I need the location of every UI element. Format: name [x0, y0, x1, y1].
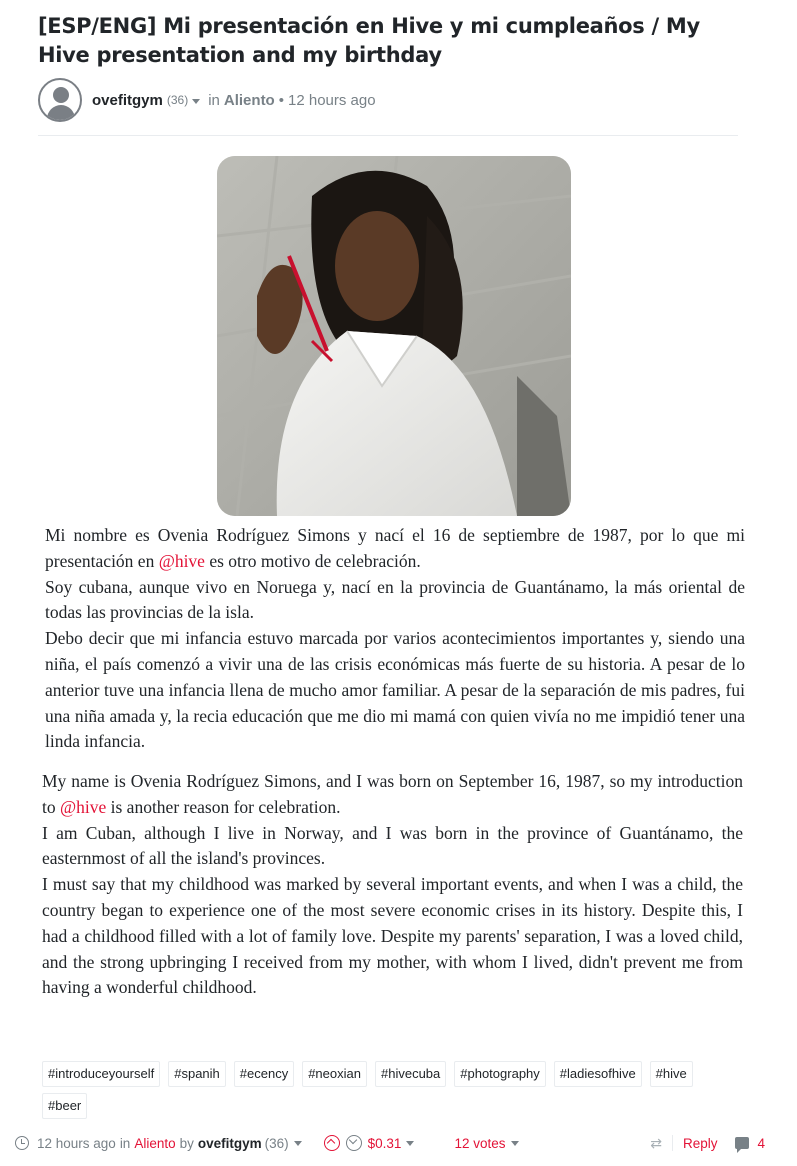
footer-community-link[interactable]: Aliento [134, 1135, 176, 1151]
upvote-icon[interactable] [324, 1135, 340, 1151]
footer-in-label: in [119, 1135, 131, 1151]
avatar[interactable] [38, 78, 82, 122]
tag-link[interactable]: #ladiesofhive [554, 1061, 642, 1087]
author-menu-caret-icon[interactable] [192, 99, 200, 104]
footer-author-link[interactable]: ovefitgym [197, 1135, 262, 1151]
votes-caret-icon [511, 1141, 519, 1146]
downvote-icon[interactable] [346, 1135, 362, 1151]
tag-list [42, 1061, 742, 1125]
votes-dropdown[interactable]: 12 votes [454, 1136, 518, 1151]
footer-time: 12 hours ago [37, 1135, 116, 1151]
hive-mention-link[interactable]: @hive [158, 550, 205, 571]
footer-actions [650, 1135, 765, 1152]
paragraph: My name is Ovenia Rodríguez Simons, and I was born on September 16, 1987, so my introduction to @hive is another reason for celebration. [42, 771, 743, 817]
post-body-spanish [45, 523, 745, 755]
footer-by-label: by [179, 1135, 194, 1151]
footer-author-caret-icon[interactable] [294, 1141, 302, 1146]
payout-value[interactable]: $0.31 [367, 1135, 402, 1151]
paragraph: Soy cubana, aunque vivo en Noruega y, nací en la provincia de Guantánamo, la más oriental de todas las provincias de la isla. [45, 576, 745, 623]
post-meta [92, 92, 376, 109]
footer-divider [672, 1135, 673, 1151]
footer-author-reputation: (36) [264, 1135, 289, 1151]
tag-link[interactable]: #spanih [168, 1061, 226, 1087]
avatar-placeholder-icon [53, 87, 69, 103]
meta-separator: • [278, 91, 284, 109]
hive-mention-link[interactable]: @hive [60, 796, 107, 817]
clock-icon [15, 1136, 29, 1150]
paragraph: Mi nombre es Ovenia Rodríguez Simons y nací el 16 de septiembre de 1987, por lo que mi presentación en @hive es otro motivo de celebración. [45, 525, 745, 571]
paragraph: I must say that my childhood was marked by several important events, and when I was a child, the country began to experience one of the most severe economic crises in its history. Despite this, I had a childhood filled with a lot of family love. Despite my parents' separation, I was a loved child, and the strong upbringing I received from my mother, with whom I lived, didn't prevent me from having a wonderful childhood. [42, 874, 743, 998]
post-time: 12 hours ago [288, 91, 376, 109]
tag-link[interactable]: #beer [42, 1093, 87, 1119]
tag-link[interactable]: #hivecuba [375, 1061, 446, 1087]
author-link[interactable]: ovefitgym [92, 91, 163, 109]
post-photo[interactable] [217, 156, 571, 516]
community-link[interactable]: Aliento [223, 91, 275, 109]
tag-link[interactable]: #hive [650, 1061, 693, 1087]
post-body-english [42, 769, 743, 1001]
post-footer [15, 1132, 790, 1154]
header-divider [38, 135, 738, 136]
tag-link[interactable]: #ecency [234, 1061, 294, 1087]
paragraph: I am Cuban, although I live in Norway, and I was born in the province of Guantánamo, the easternmost of all the island's provinces. [42, 822, 743, 869]
post-title: [ESP/ENG] Mi presentación en Hive y mi cumpleaños / My Hive presentation and my birthday [38, 14, 700, 67]
comments-icon[interactable] [735, 1137, 749, 1149]
comment-count[interactable]: 4 [757, 1135, 765, 1151]
in-label: in [208, 91, 220, 109]
selfie-image [217, 156, 571, 516]
tag-link[interactable]: #introduceyourself [42, 1061, 160, 1087]
author-reputation: (36) [166, 93, 189, 107]
reblog-icon[interactable]: ⇄ [650, 1134, 662, 1151]
reply-button[interactable]: Reply [682, 1135, 718, 1151]
tag-link[interactable]: #photography [454, 1061, 546, 1087]
author-row [38, 77, 738, 123]
payout-caret-icon[interactable] [406, 1141, 414, 1146]
paragraph: Debo decir que mi infancia estuvo marcada por varios acontecimientos importantes y, siendo una niña, el país comenzó a vivir una de las crisis económicas más fuerte de su historia. A pesar de lo anterior tuve una infancia llena de mucho amor familiar. A pesar de la separación de mis padres, fui una niña amada y, la recia educación que me dio mi mamá con quien vivía no me impidió tener una linda infancia. [45, 628, 745, 752]
tag-link[interactable]: #neoxian [302, 1061, 367, 1087]
